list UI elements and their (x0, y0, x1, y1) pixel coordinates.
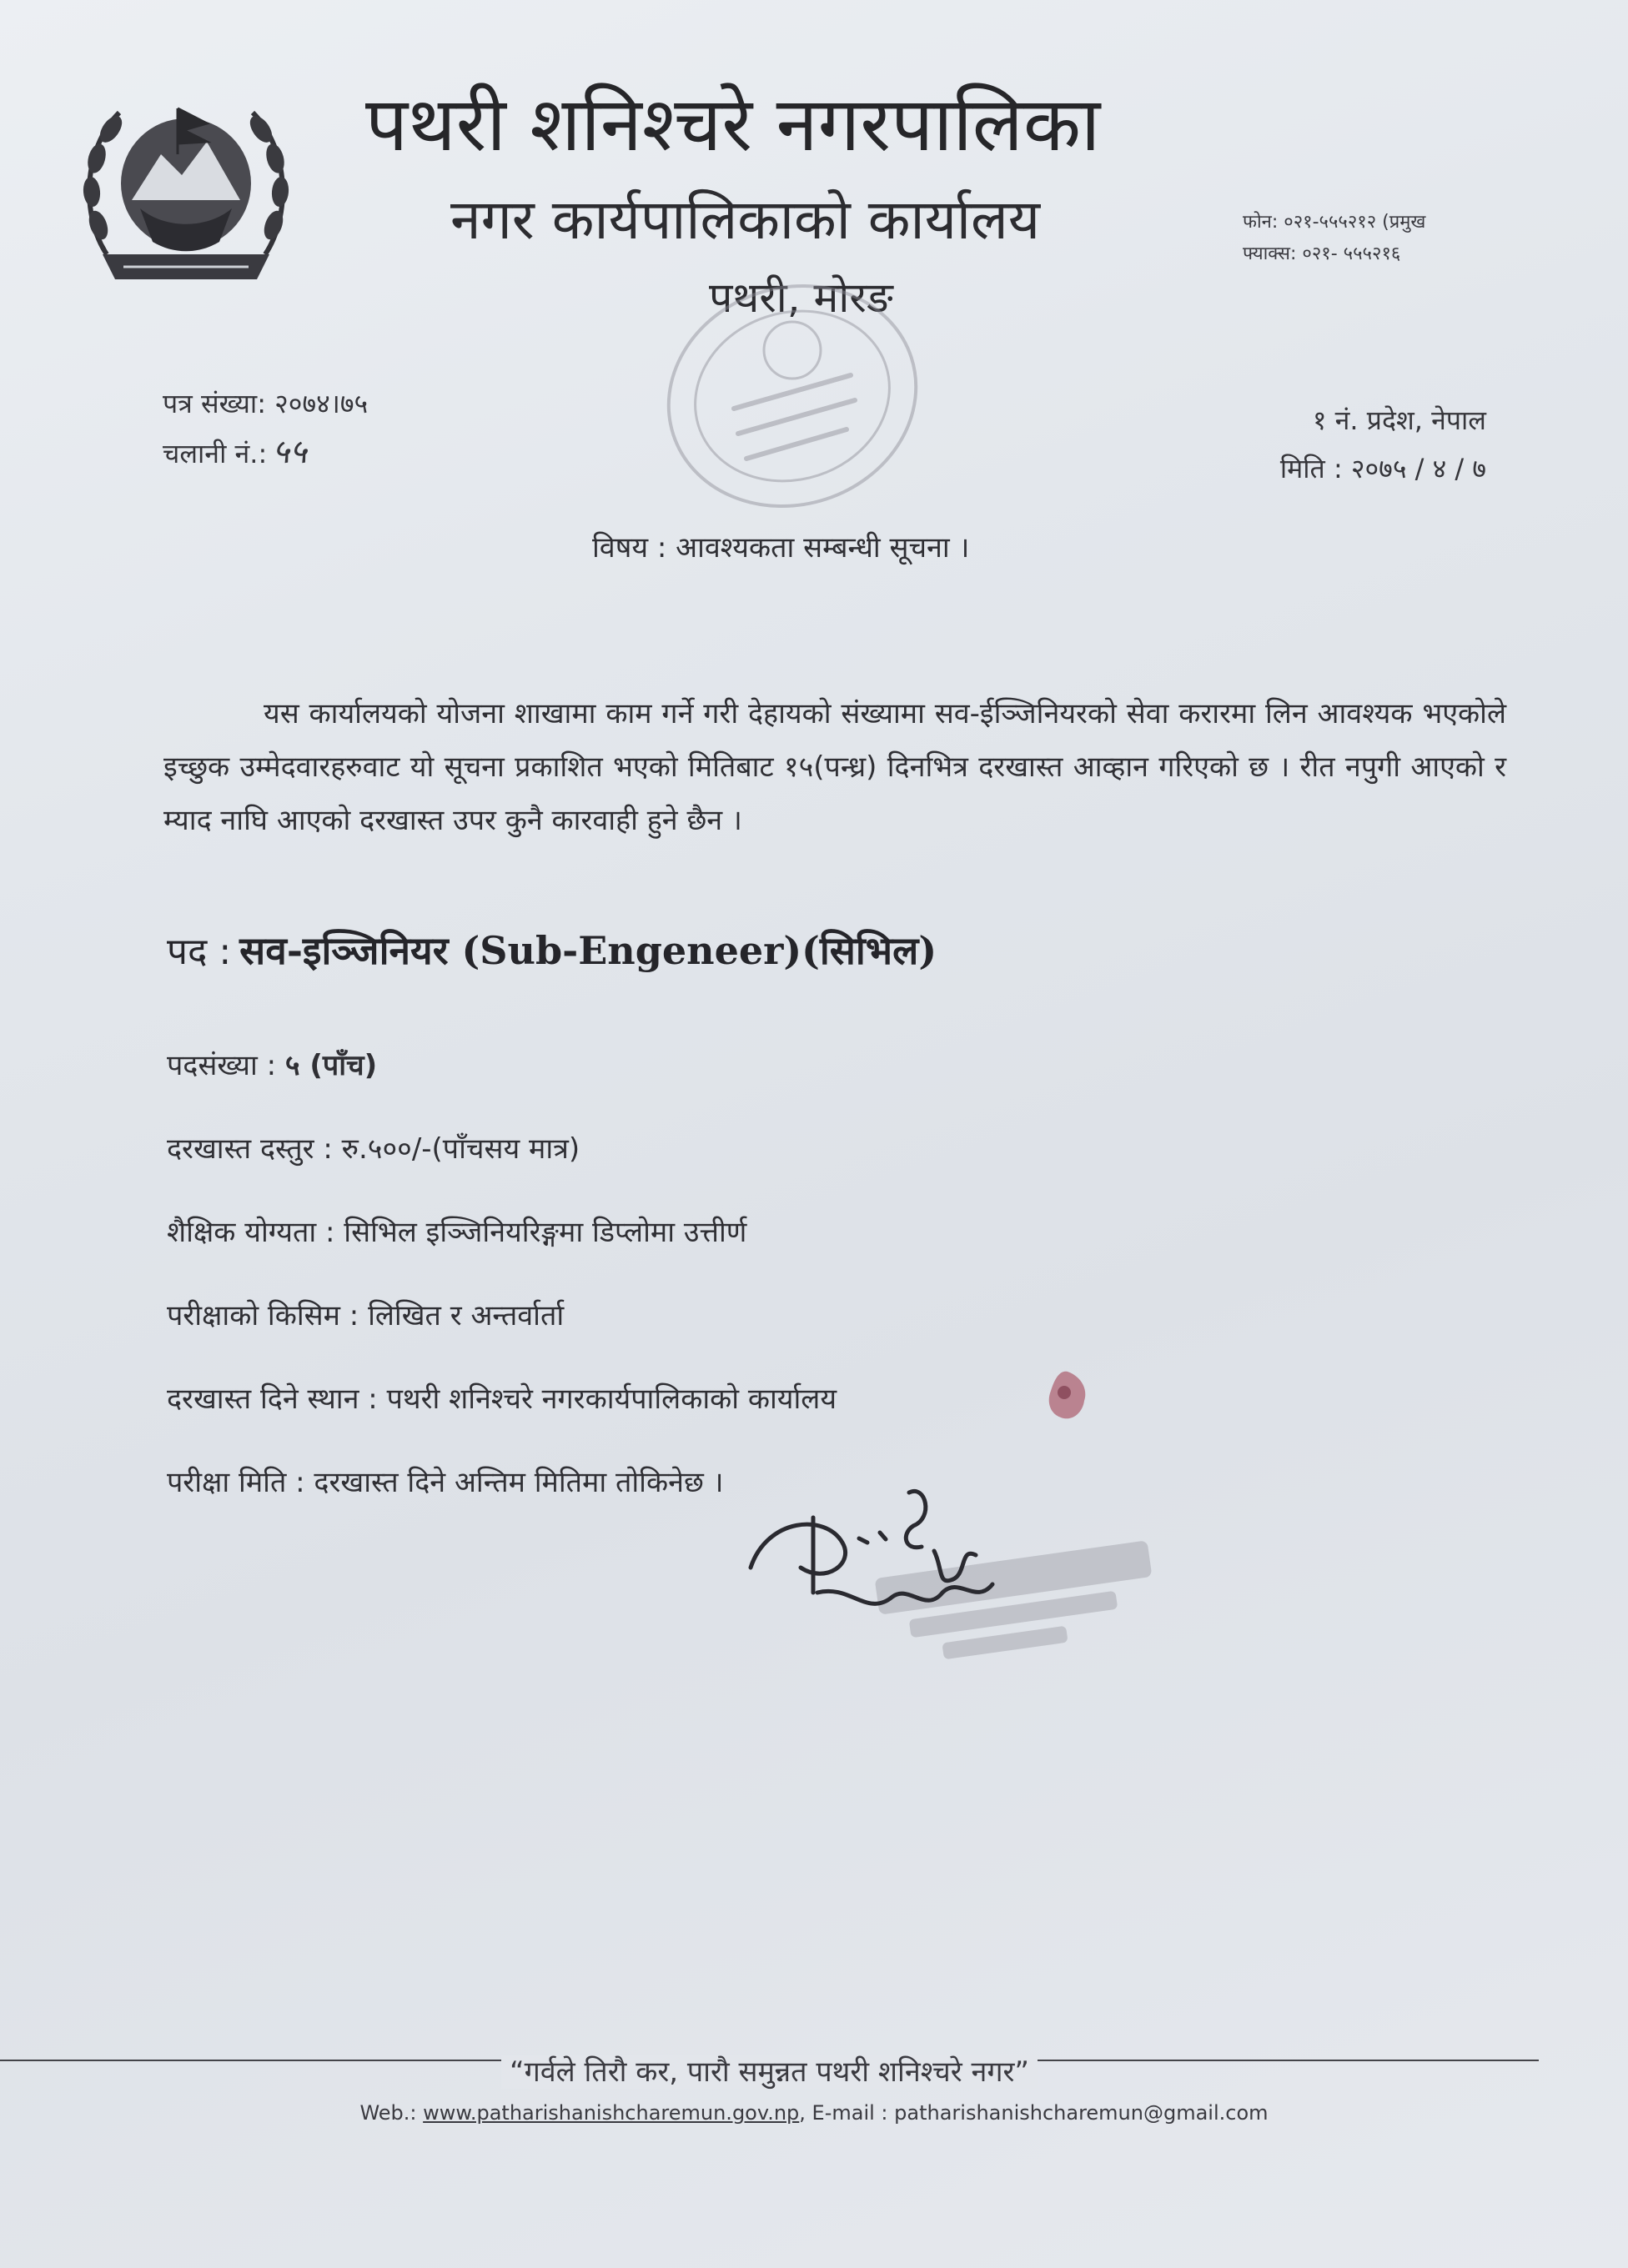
post-value: सव-इञ्जिनियर (Sub-Engeneer)(सिभिल) (239, 928, 937, 973)
detail-value: पथरी शनिश्चरे नगरकार्यपालिकाको कार्यालय (386, 1382, 837, 1416)
detail-value: सिभिल इञ्जिनियरिङ्गमा डिप्लोमा उत्तीर्ण (344, 1216, 747, 1249)
detail-label: पदसंख्या : (167, 1049, 277, 1082)
ink-blot-mark (1043, 1367, 1093, 1426)
web-label: Web.: (359, 2101, 417, 2125)
office-name: नगर कार्यपालिकाको कार्यालय (450, 188, 1040, 252)
dispatch-value: ५५ (272, 433, 307, 471)
email-link[interactable]: patharishanishcharemun@gmail.com (894, 2101, 1269, 2125)
province: १ नं. प्रदेश, नेपाल (1312, 404, 1486, 436)
dispatch-label: चलानी नं.: (163, 438, 268, 469)
detail-exam-type (167, 1274, 837, 1357)
nepal-emblem-icon (73, 75, 299, 292)
detail-application-place (167, 1357, 837, 1441)
detail-positions (167, 1024, 837, 1107)
post-line (167, 924, 937, 976)
contact-block (1243, 207, 1425, 270)
detail-label: दरखास्त दिने स्थान : (167, 1382, 378, 1416)
detail-qualification (167, 1191, 837, 1274)
detail-value: दरखास्त दिने अन्तिम मितिमा तोकिनेछ । (314, 1466, 724, 1499)
detail-value: लिखित र अन्तर्वार्ता (368, 1299, 565, 1332)
details-list (167, 1024, 837, 1524)
phone-number: फोन: ०२१-५५५२१२ (प्रमुख (1243, 212, 1426, 233)
detail-value: ५ (पाँच) (284, 1049, 378, 1082)
fax-number: फ्याक्स: ०२१- ५५५२१६ (1243, 243, 1401, 264)
letter-date: मिति : २०७५ / ४ / ७ (1279, 453, 1486, 484)
detail-label: परीक्षा मिति : (167, 1466, 305, 1499)
notice-body: यस कार्यालयको योजना शाखामा काम गर्ने गरी देहायको संख्यामा सव-ईञ्जिनियरको सेवा करारमा लिन आवश्यक भएकोले इच्छुक उम्मेदवारहरुवाट यो सूचना प्रकाशित भएको मितिबाट १५(पन्ध्र) दिनभित्र दरखास्त आव्हान गरिएको छ । रीत नपुगी आएको र म्याद नाघि आएको दरखास्त उपर कुनै कारवाही हुने छैन । (163, 697, 1506, 837)
dispatch-number (163, 428, 368, 478)
motto-text: “गर्वले तिरौ कर, पारौ समुन्नत पथरी शनिश्चरे नगर” (501, 2055, 1038, 2089)
detail-label: परीक्षाको किसिम : (167, 1299, 359, 1332)
email-label: , E-mail : (799, 2101, 888, 2125)
website-link[interactable]: www.patharishanishcharemun.gov.np (423, 2101, 800, 2125)
detail-label: दरखास्त दस्तुर : (167, 1132, 333, 1166)
office-location: पथरी, मोरङ (709, 273, 893, 322)
municipality-name: पथरी शनिश्चरे नगरपालिका (365, 81, 1101, 168)
subject-line: विषय : आवश्यकता सम्बन्धी सूचना । (592, 531, 970, 564)
office-seal-stamp (651, 267, 934, 525)
letter-number: पत्र संख्या: २०७४।७५ (163, 388, 369, 419)
footer-motto (0, 2051, 1539, 2090)
reference-block (163, 379, 368, 478)
detail-value: रु.५००/-(पाँचसय मात्र) (341, 1132, 580, 1166)
footer-contact (0, 2101, 1628, 2125)
detail-fee (167, 1107, 837, 1191)
handwritten-signature (734, 1468, 1168, 1701)
detail-label: शैक्षिक योग्यता : (167, 1216, 335, 1249)
post-label: पद : (167, 931, 232, 973)
place-date-block (1280, 396, 1486, 493)
